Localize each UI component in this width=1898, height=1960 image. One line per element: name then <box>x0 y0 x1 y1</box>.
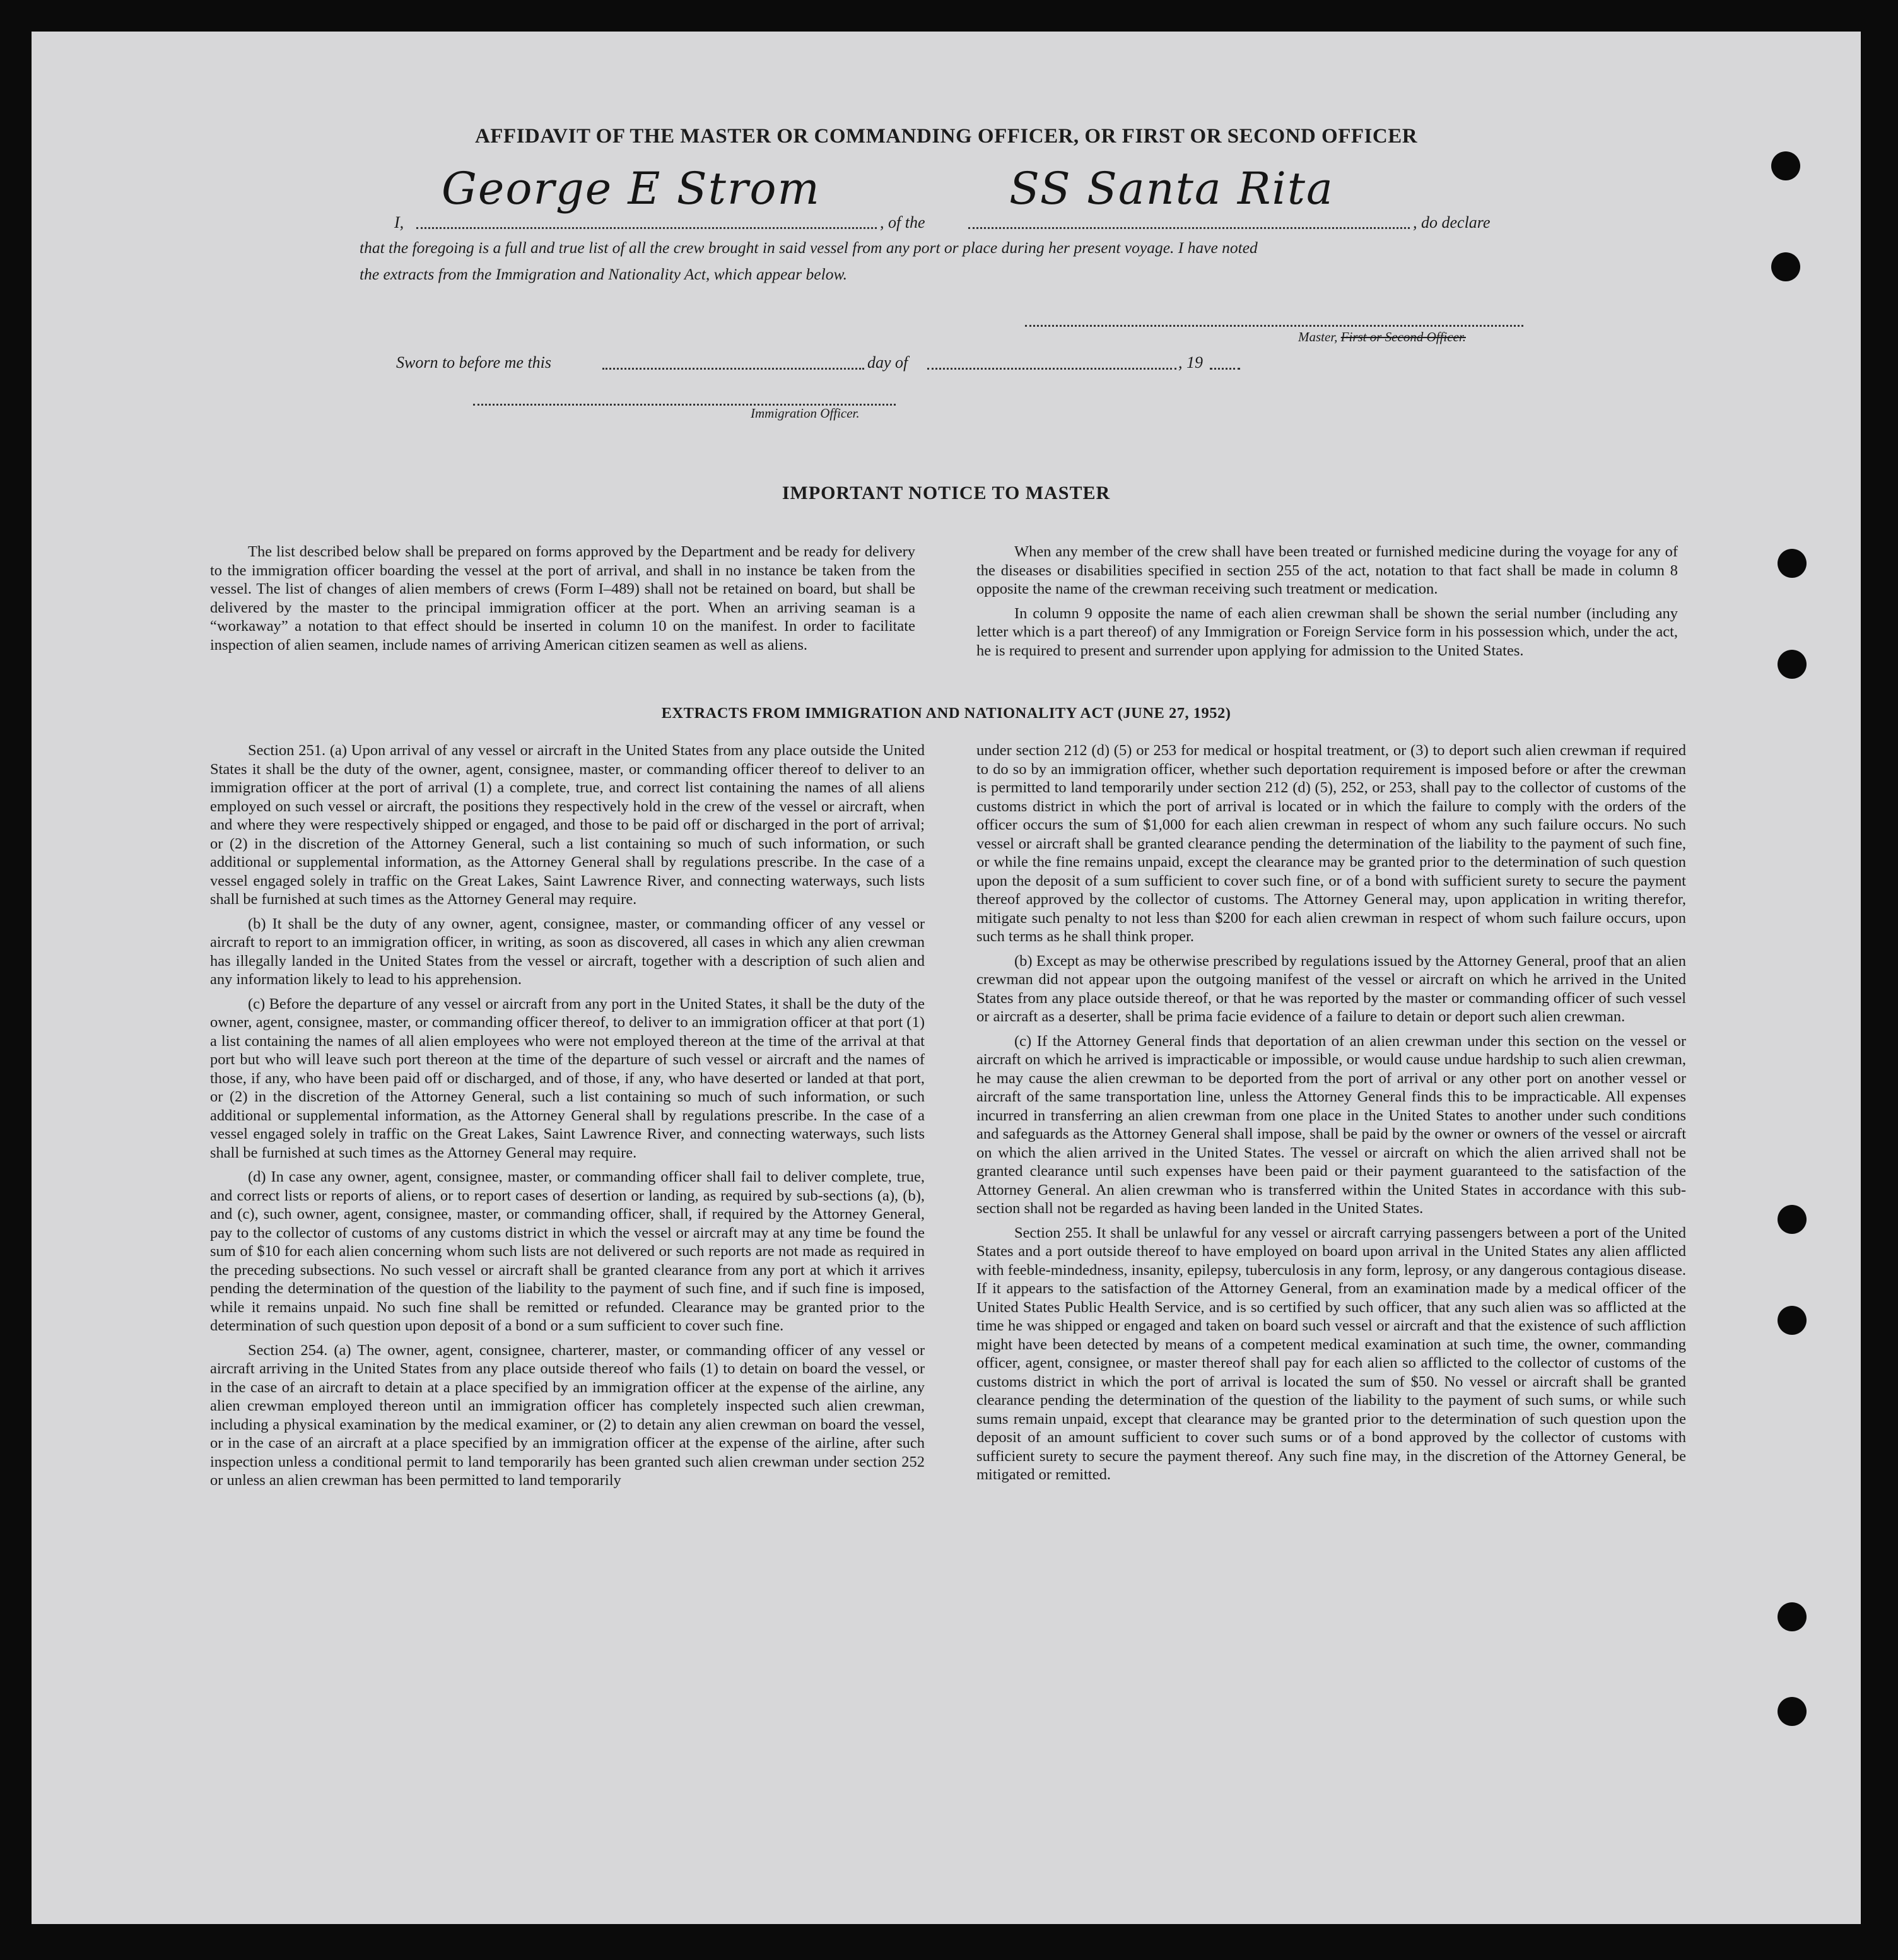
punch-hole <box>1778 549 1807 578</box>
declaration-line-2: the extracts from the Immigration and Nationality Act, which appear below. <box>360 265 847 283</box>
punch-hole <box>1778 1306 1807 1335</box>
section-255: Section 255. It shall be unlawful for any vessel or aircraft carrying passengers between a port of the United States and a port outside thereof to have employed on board upon arrival in the United States any alien afflicted with feeble-mindedness, insanity, epilepsy, tuberculosis in any form, leprosy, or any dangerous contagious disease. If it appears to the satisfaction of the Attorney General, from an examination made by a medical officer of the United States Public Health Service, and is so certified by such officer, that any such alien was so afflicted at the time he was shipped or engaged and taken on board such vessel or aircraft and that the existence of such affliction might have been detected by means of a competent medical examination at such time, the owner, commanding officer, agent, consignee, or master thereof shall pay for each alien so afflicted to the collector of customs of the customs district in which the port of arrival is located the sum of $50. No vessel or aircraft shall be granted clearance pending the determination of the question of the liability to the payment of such sums, or while such sums remain unpaid, except that clearance may be granted prior to the determination of such question upon the deposit of an amount sufficient to cover such sums or of a bond approved by the collector of customs with sufficient surety to secure the payment thereof. Any such fine may, in the discretion of the Attorney General, be mitigated or remitted. <box>976 1224 1686 1483</box>
extracts-right-column <box>976 741 1686 1490</box>
do-declare-label: , do declare <box>1413 213 1491 232</box>
name-line <box>416 227 877 229</box>
punch-hole <box>1771 151 1800 180</box>
of-the-label: , of the <box>880 213 925 232</box>
master-text: Master, <box>1298 329 1338 344</box>
day-of-label: day of <box>867 353 908 372</box>
vessel-name: SS Santa Rita <box>1009 163 1334 214</box>
immigration-officer-label: Immigration Officer. <box>751 406 860 421</box>
sworn-label: Sworn to before me this <box>396 353 552 372</box>
year-label: , 19 <box>1178 353 1203 372</box>
notice-right-column <box>976 543 1678 666</box>
notice-right-paragraph-2: In column 9 opposite the name of each alien crewman shall be shown the serial number (including any letter which is a part thereof) of any Immigration or Foreign Service form in his possession which, under the act, he is required to present and surrender upon applying for admission to the United States. <box>976 604 1678 659</box>
struck-officer-text: First or Second Officer. <box>1340 329 1466 344</box>
section-254-a: Section 254. (a) The owner, agent, consignee, charterer, master, or commanding officer of any vessel or aircraft arriving in the United States from any place outside thereof who fails (1) to detain on board the vessel, or in the case of an aircraft to detain at a place specified by an immigration officer at the expense of the airline, any alien crewman employed thereon until an immigration officer has completely inspected such alien crewman, including a physical examination by the medical examiner, or (2) to detain any alien crewman on board the vessel, or in the case of an aircraft at a place specified by an immigration officer at the expense of the airline, after such inspection unless a conditional permit to land temporarily has been granted such alien crewman under section 252 or unless an alien crewman has been permitted to land temporarily <box>210 1341 925 1489</box>
master-label <box>1298 329 1466 345</box>
section-251-a: Section 251. (a) Upon arrival of any vessel or aircraft in the United States from any place outside the United States it shall be the duty of the owner, agent, consignee, master, or commanding officer thereof to deliver to an immigration officer at the port of arrival (1) a complete, true, and correct list containing the names of all aliens employed on such vessel or aircraft, the positions they respectively hold in the crew of the vessel or aircraft, when and where they were respectively shipped or engaged, and those to be paid off or discharged in the port of arrival; or (2) in the discretion of the Attorney General, such a list containing so much of such information, or such additional or supplemental information, as the Attorney General shall by regulations prescribe. In the case of a vessel engaged solely in traffic on the Great Lakes, Saint Lawrence River, and connecting waterways, such lists shall be furnished at such times as the Attorney General may require. <box>210 742 925 908</box>
declaration-line-1: that the foregoing is a full and true list of all the crew brought in said vessel from any port or place during her present voyage. I have noted <box>360 238 1258 257</box>
section-254-c: (c) If the Attorney General finds that deportation of an alien crewman under this section on the vessel or aircraft on which he arrived is impracticable or impossible, or would cause undue hardship to such alien crewman, he may cause the alien crewman to be deported from the port of arrival or any other port on another vessel or aircraft of the same transportation line, unless the Attorney General finds this to be impracticable. All expenses incurred in transferring an alien crewman from one place in the United States to another under such conditions and safeguards as the Attorney General shall impose, shall be paid by the owner or owners of the vessel or aircraft on which the alien arrived in the United States. The vessel or aircraft on which the alien arrived shall not be granted clearance until such expenses have been paid or their payment guaranteed to the satisfaction of the Attorney General. An alien crewman who is transferred within the United States in accordance with this sub-section shall not be regarded as having been landed in the United States. <box>976 1032 1686 1217</box>
extracts-left-column <box>210 741 925 1496</box>
punch-hole <box>1778 1205 1807 1234</box>
punch-hole <box>1778 1602 1807 1631</box>
notice-right-paragraph-1: When any member of the crew shall have been treated or furnished medicine during the voyage for any of the diseases or disabilities specified in section 255 of the act, notation to that fact shall be made in column 8 opposite the name of the crewman receiving such treatment or medication. <box>976 543 1678 597</box>
sworn-month-line <box>927 368 1176 370</box>
notice-left-paragraph: The list described below shall be prepared on forms approved by the Department and be ready for delivery to the immigration officer boarding the vessel at the port of arrival, and shall in no instance be taken from the vessel. The list of changes of alien members of crews (Form I–489) shall not be retained on board, but shall be delivered by the master to the principal immigration officer at the port. When an arriving seaman is a “workaway” a notation to that effect should be inserted in column 10 on the manifest. In order to facilitate inspection of alien seamen, include names of arriving American citizen seamen as well as aliens. <box>210 543 915 654</box>
section-251-b: (b) It shall be the duty of any owner, agent, consignee, master, or commanding officer of any vessel or aircraft to report to an immigration officer, in writing, as soon as discovered, all cases in which any alien crewman has illegally landed in the United States from the vessel or aircraft, together with a description of such alien and any information likely to lead to his apprehension. <box>210 915 925 988</box>
punch-hole <box>1778 650 1807 679</box>
vessel-line <box>968 227 1410 229</box>
master-signature-line <box>1025 325 1523 327</box>
extracts-title: EXTRACTS FROM IMMIGRATION AND NATIONALITY ACT (JUNE 27, 1952) <box>661 705 1231 722</box>
section-254-a-continued: under section 212 (d) (5) or 253 for medical or hospital treatment, or (3) to deport such alien crewman if required to do so by an immigration officer, whether such deportation requirement is imposed before or after the crewman is permitted to land temporarily under section 212 (d) (5), 252, or 253, shall pay to the collector of customs of the customs district in which the port of arrival is located or in which the failure to comply with the orders of the officer occurs the sum of $1,000 for each alien crewman in respect of whom any such failure occurs. No such vessel or aircraft shall be granted clearance pending the determination of the liability to the payment of such fine, or while the fine remains unpaid, except the clearance may be granted prior to the determination of such question upon the deposit of a sum sufficient to cover such fine, or of a bond with sufficient surety to secure the payment thereof approved by the collector of customs. The Attorney General may, upon application in writing therefor, mitigate such penalty to not less than $200 for each alien crewman in respect of whom such failure occurs, upon such terms as he shall think proper. <box>976 742 1686 945</box>
punch-hole <box>1778 1697 1807 1726</box>
sworn-year-line <box>1210 368 1240 370</box>
punch-hole <box>1771 252 1800 281</box>
sworn-day-line <box>602 368 864 370</box>
section-254-b: (b) Except as may be otherwise prescribed by regulations issued by the Attorney General, proof that an alien crewman did not appear upon the outgoing manifest of the vessel or aircraft on which he arrived in the United States from any place outside thereof, or that he was reported by the master or commanding officer of such vessel or aircraft as a deserter, shall be prima facie evidence of a failure to detain or deport such alien crewman. <box>976 952 1686 1025</box>
section-251-c: (c) Before the departure of any vessel or aircraft from any port in the United States, it shall be the duty of the owner, agent, consignee, master, or commanding officer thereof, to deliver to an immigration officer at that port (1) a list containing the names of all alien employees who were not employed thereon at the time of the arrival at that port but who will leave such port thereon at the time of the departure of such vessel or aircraft and the names of those, if any, who have been paid off or discharged, and of those, if any, who have deserted or landed at that port, or (2) in the discretion of the Attorney General, such a list containing so much of such information, or such additional or supplemental information, as the Attorney General shall by regulations prescribe. In the case of a vessel engaged solely in traffic on the Great Lakes, Saint Lawrence River, and connecting waterways, such lists shall be furnished at such times as the Attorney General may require. <box>210 995 925 1161</box>
notice-title: IMPORTANT NOTICE TO MASTER <box>782 483 1111 503</box>
i-label: I, <box>394 213 404 232</box>
section-251-d: (d) In case any owner, agent, consignee, master, or commanding officer shall fail to deliver complete, true, and correct lists or reports of aliens, or to report cases of desertion or landing, as required by sub-sections (a), (b), and (c), such owner, agent, consignee, master, or commanding officer, shall, if required by the Attorney General, pay to the collector of customs of any customs district in which the vessel or aircraft may at any time be found the sum of $10 for each alien concerning whom such lists are not delivered or such reports are not made as required in the preceding subsections. No such vessel or aircraft shall be granted clearance from any port at which it arrives pending the determination of the question of the liability to the payment of such fine, and if such fine is imposed, while it remains unpaid. No such fine shall be remitted or refunded. Clearance may be granted prior to the determination of such question upon deposit of a bond or a sum sufficient to cover such fine. <box>210 1168 925 1334</box>
affidavit-title: AFFIDAVIT OF THE MASTER OR COMMANDING OFFICER, OR FIRST OR SECOND OFFICER <box>474 125 1418 148</box>
notice-left-column <box>210 543 915 660</box>
signed-name: George E Strom <box>442 163 821 214</box>
